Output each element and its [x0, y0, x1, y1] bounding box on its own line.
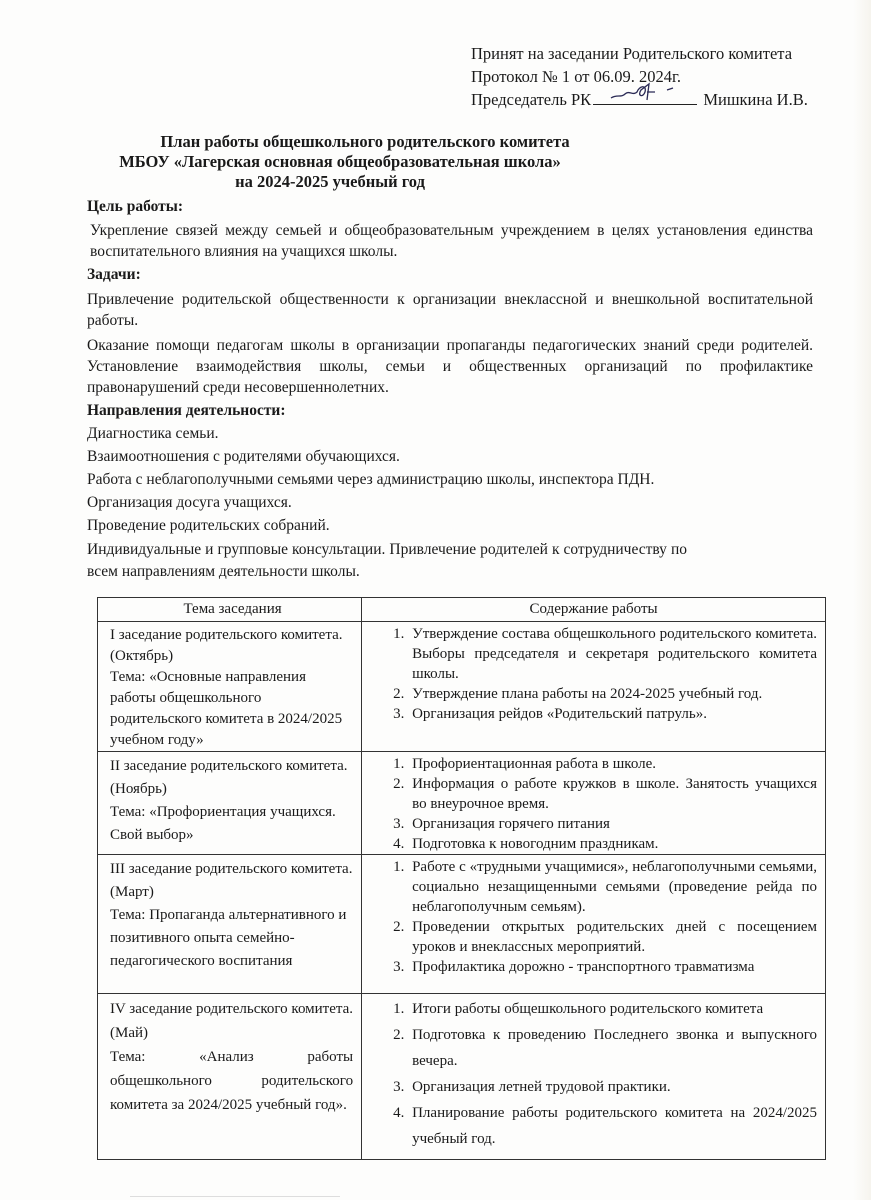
direction-item: Индивидуальные и групповые консультации. Привлечение родителей к сотрудничеству по всем направлениям деятельности школы.: [87, 541, 687, 580]
agenda-item: 3. Организация рейдов «Родительский патруль».: [408, 704, 817, 724]
approval-protocol: Протокол № 1 от 06.09. 2024г.: [471, 67, 682, 86]
approval-stamp: [471, 42, 808, 111]
column-header-content: Содержание работы: [362, 598, 826, 622]
table-row: [98, 994, 826, 1160]
agenda-item: 1. Профориентационная работа в школе.: [408, 754, 817, 774]
approval-line-1: Принят на заседании Родительского комитета: [471, 44, 793, 63]
signature-icon: [607, 80, 687, 104]
agenda-item: 4. Подготовка к новогодним праздникам.: [408, 834, 817, 854]
meeting-title: I заседание родительского комитета. (Октябрь): [110, 627, 343, 664]
direction-item: Диагностика семьи.: [87, 425, 219, 442]
tasks-heading: Задачи:: [87, 266, 141, 283]
agenda-item: 3. Профилактика дорожно - транспортного травматизма: [408, 957, 817, 977]
document-body: [87, 196, 813, 583]
agenda-list: [362, 754, 825, 854]
chair-prefix: Председатель РК: [471, 90, 592, 109]
agenda-item: 2. Подготовка к проведению Последнего звонка и выпускного вечера.: [408, 1022, 817, 1074]
agenda-item: 3. Организация горячего питания: [408, 814, 817, 834]
meeting-topic: Тема: «Основные направления работы общешкольного родительского комитета в 2024/2025 учебном году»: [110, 669, 343, 748]
table-row: [98, 622, 826, 752]
goal-text: Укрепление связей между семьей и общеобразовательным учреждением в целях установления единства воспитательного влияния на учащихся школы.: [90, 222, 813, 260]
agenda-item: 2. Информация о работе кружков в школе. Занятость учащихся во внеурочное время.: [408, 774, 817, 814]
meeting-title: IV заседание родительского комитета. (Май): [110, 1001, 354, 1041]
agenda-item: 4. Планирование работы родительского комитета на 2024/2025 учебный год.: [408, 1100, 817, 1152]
agenda-item: 1. Работе с «трудными учащимися», неблагополучными семьями, социально незащищенными семьями (проведение рейда по неблагополучным семьям).: [408, 857, 817, 917]
meeting-title: III заседание родительского комитета. (Март): [110, 861, 353, 900]
table-header-row: [98, 598, 826, 622]
title-line-3: на 2024-2025 учебный год: [235, 172, 425, 191]
title-line-2: МБОУ «Лагерская основная общеобразовательная школа»: [119, 152, 561, 171]
scan-edge-shadow: [853, 0, 871, 1200]
direction-item: Взаимоотношения с родителями обучающихся.: [87, 448, 400, 465]
agenda-item: 2. Утверждение плана работы на 2024-2025 учебный год.: [408, 684, 817, 704]
table-row: [98, 855, 826, 994]
scan-artifact-line: [130, 1196, 340, 1197]
agenda-list: [362, 624, 825, 724]
task-item: Оказание помощи педагогам школы в организации пропаганды педагогических знаний среди родителей. Установление взаимодействия школы, семьи и общественных организаций по профилактике правонарушений среди несовершеннолетних.: [87, 337, 813, 396]
direction-item: Работа с неблагополучными семьями через администрацию школы, инспектора ПДН.: [87, 471, 655, 488]
approval-chair: [471, 88, 808, 111]
signature-line: [593, 90, 697, 105]
title-line-1: План работы общешкольного родительского комитета: [160, 132, 570, 151]
task-item: Привлечение родительской общественности к организации внеклассной и внешкольной воспитательной работы.: [87, 291, 813, 329]
goal-heading: Цель работы:: [87, 198, 184, 215]
meeting-topic: Тема: «Профориентация учащихся. Свой выбор»: [110, 804, 336, 843]
chair-name: Мишкина И.В.: [703, 90, 808, 109]
agenda-list: [362, 857, 825, 977]
column-header-topic: Тема заседания: [98, 598, 362, 622]
agenda-item: 1. Утверждение состава общешкольного родительского комитета. Выборы председателя и секретаря родительского комитета школы.: [408, 624, 817, 684]
meeting-topic: Тема: Пропаганда альтернативного и позитивного опыта семейно- педагогического воспитания: [110, 907, 347, 969]
document-title: [80, 132, 580, 192]
agenda-item: 2. Проведении открытых родительских дней с посещением уроков и внеклассных мероприятий.: [408, 917, 817, 957]
directions-heading: Направления деятельности:: [87, 402, 286, 419]
agenda-item: 1. Итоги работы общешкольного родительского комитета: [408, 996, 817, 1022]
meetings-table: [97, 597, 826, 1160]
meeting-title: II заседание родительского комитета. (Ноябрь): [110, 758, 348, 797]
direction-item: Проведение родительских собраний.: [87, 517, 330, 534]
meeting-topic: Тема: «Анализ работы общешкольного родительского комитета за 2024/2025 учебный год».: [110, 1049, 354, 1113]
agenda-item: 3. Организация летней трудовой практики.: [408, 1074, 817, 1100]
direction-item: Организация досуга учащихся.: [87, 494, 292, 511]
table-row: [98, 752, 826, 855]
agenda-list: [362, 996, 825, 1152]
